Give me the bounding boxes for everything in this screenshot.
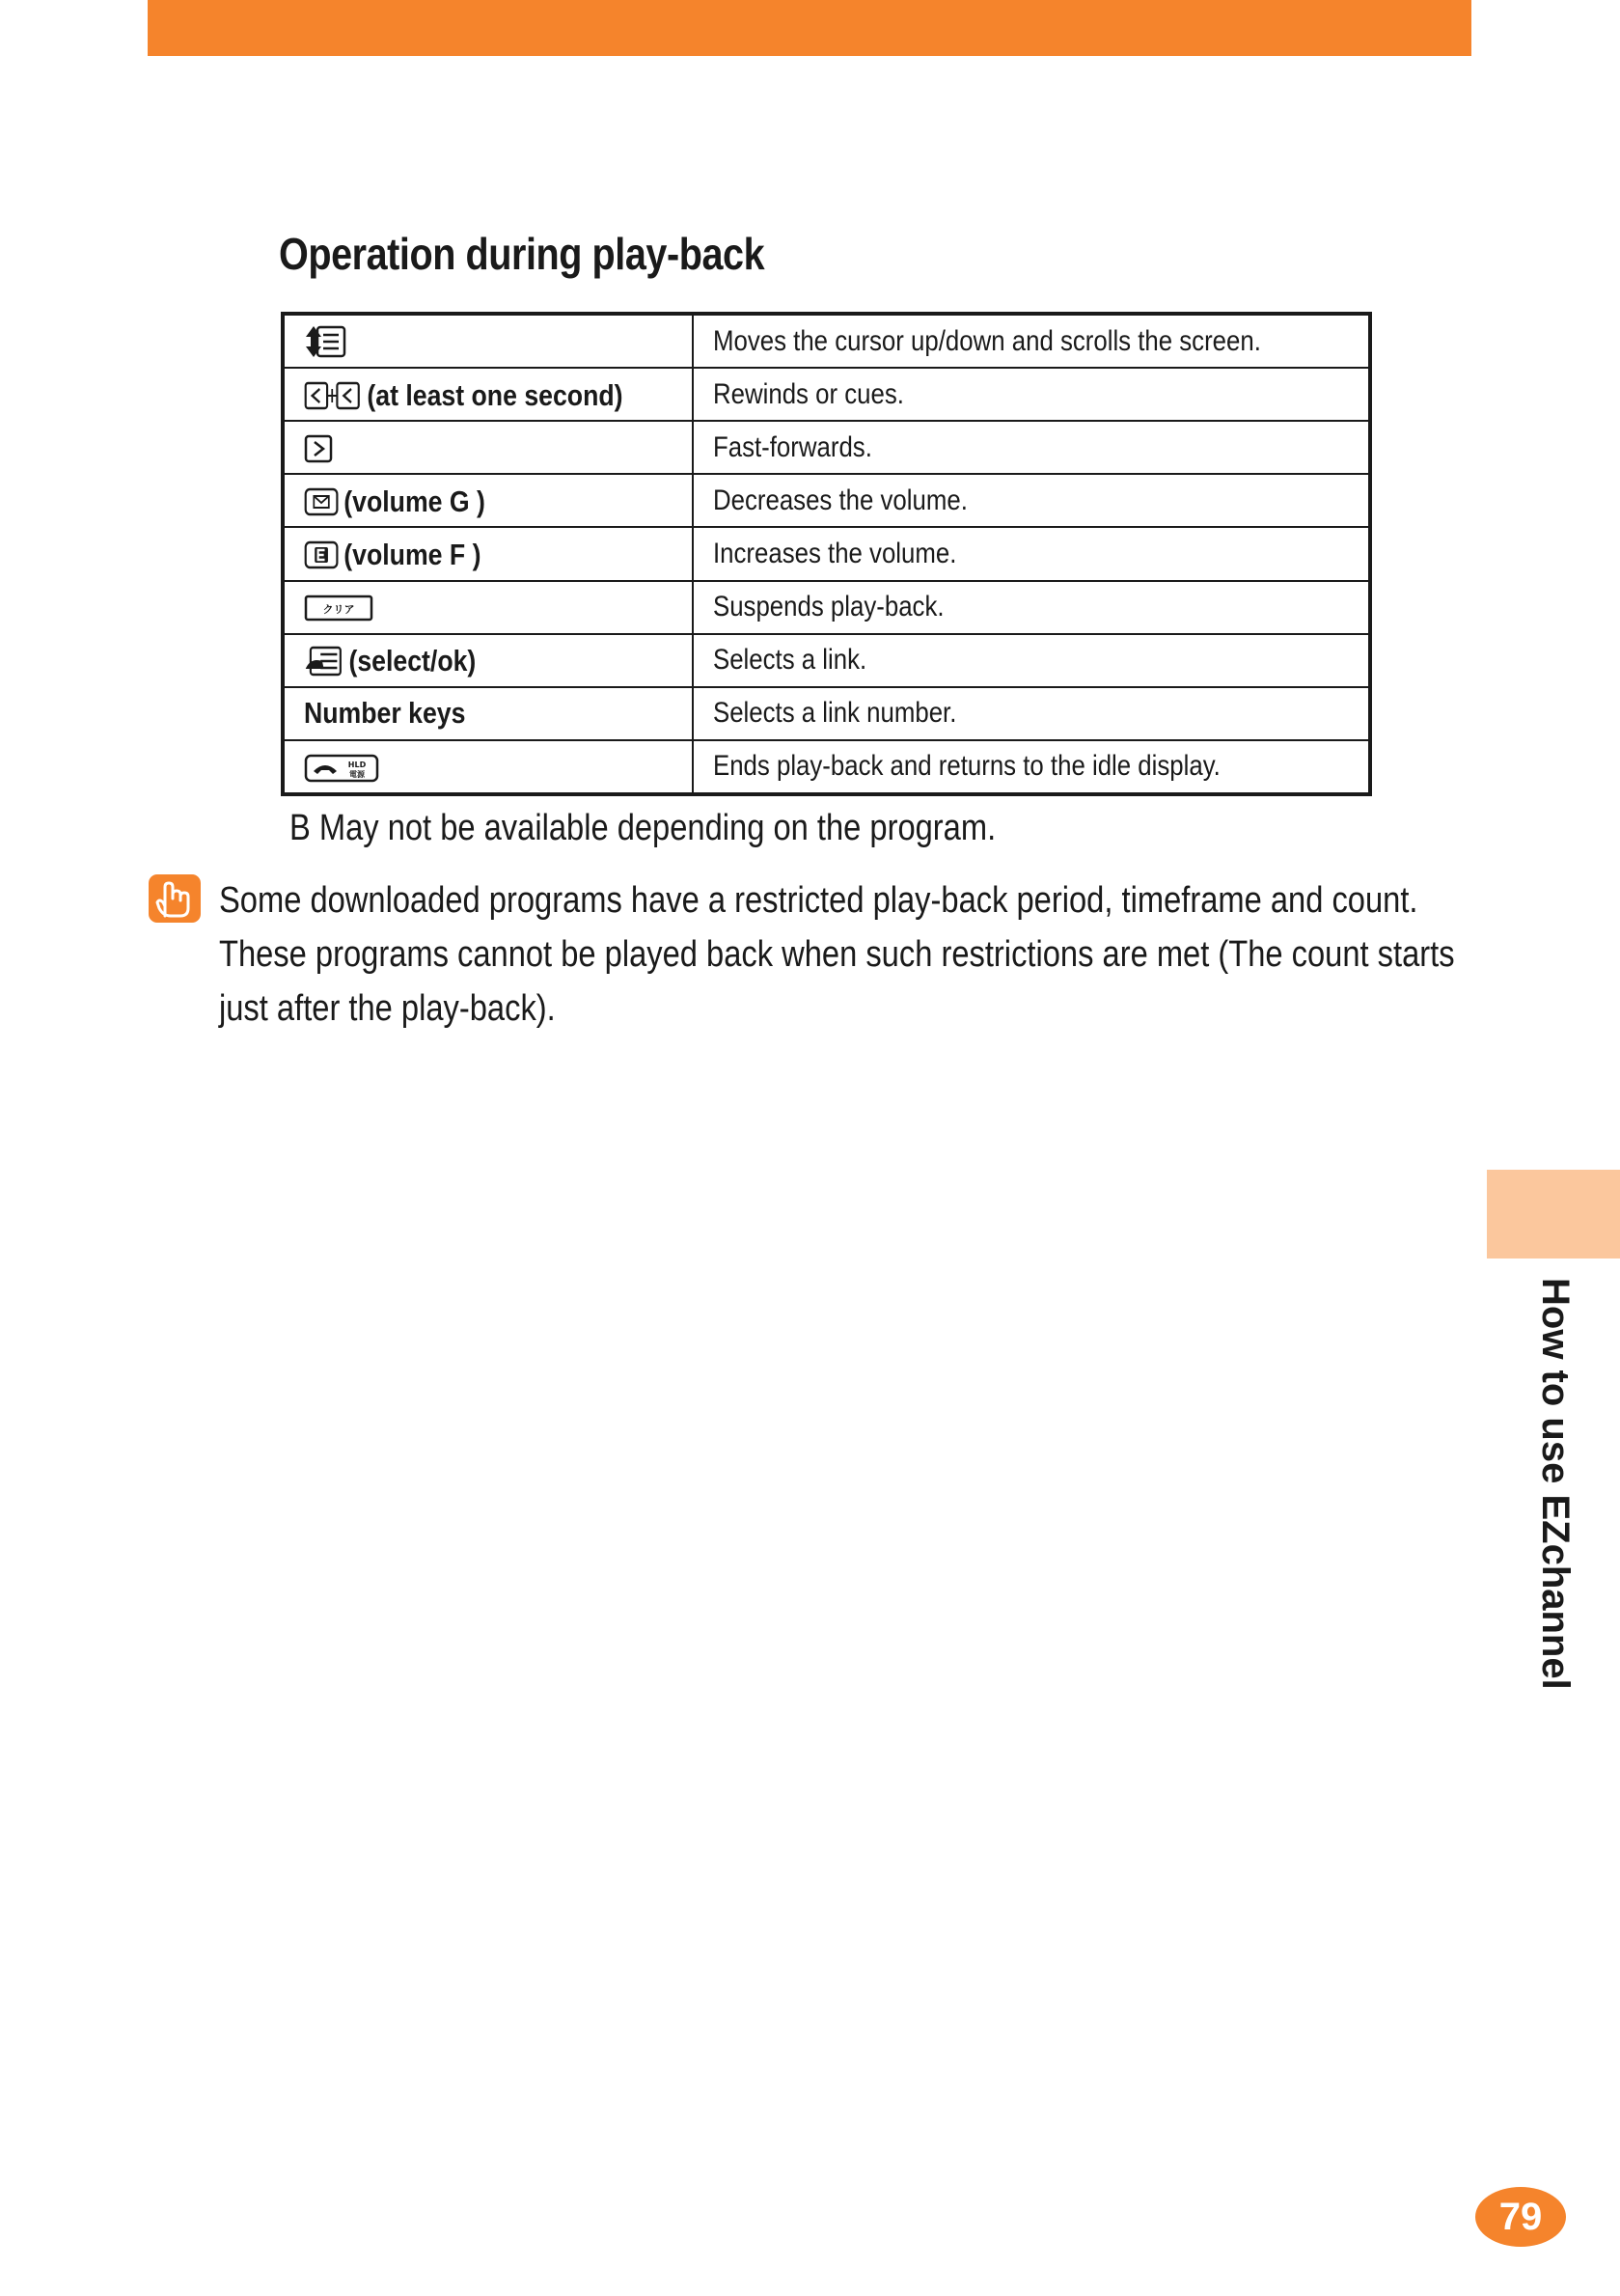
row-key-label: Number keys <box>304 696 466 731</box>
row-key-label: (volume F ) <box>343 537 481 571</box>
description-cell <box>693 314 1369 368</box>
table-row <box>283 527 1370 580</box>
description-cell <box>693 368 1369 421</box>
clear-key-icon <box>304 592 373 624</box>
row-description: Selects a link. <box>713 644 867 677</box>
header-accent-bar <box>148 0 1471 56</box>
table-row <box>283 421 1370 474</box>
description-cell <box>693 527 1369 580</box>
key-cell <box>283 527 693 580</box>
key-cell <box>283 581 693 634</box>
table-row <box>283 314 1370 368</box>
row-key-label: (volume G ) <box>343 484 485 518</box>
row-description: Decreases the volume. <box>713 484 969 516</box>
memo-text: Some downloaded programs have a restricted play-back period, timeframe and count. These programs cannot be played back when such restrictions are met (The count starts just after the play-back). <box>219 880 1455 1029</box>
clear-key-label: クリア <box>322 603 355 617</box>
key-cell <box>283 474 693 527</box>
description-cell <box>693 421 1369 474</box>
row-key-label: (select/ok) <box>348 644 477 678</box>
mail-key-icon <box>304 485 339 518</box>
description-cell <box>693 687 1369 740</box>
table-row <box>283 634 1370 687</box>
key-cell <box>283 687 693 740</box>
row-key-label: (at least one second) <box>367 377 623 412</box>
right-key-icon <box>304 432 333 465</box>
row-description: Increases the volume. <box>713 537 957 569</box>
description-cell <box>693 740 1369 794</box>
end-power-key-icon <box>304 752 379 785</box>
table-row <box>283 687 1370 740</box>
multi-selector-updown-key-icon <box>304 324 348 359</box>
hold-label: HLD <box>347 760 367 769</box>
key-cell <box>283 421 693 474</box>
table-row <box>283 581 1370 634</box>
section-title: Operation during play-back <box>279 229 765 279</box>
operations-table <box>281 312 1372 796</box>
row-description: Ends play-back and returns to the idle display. <box>713 750 1222 783</box>
row-description: Suspends play-back. <box>713 591 945 623</box>
row-description: Moves the cursor up/down and scrolls the screen. <box>713 324 1262 357</box>
table-row <box>283 474 1370 527</box>
page-number: 79 <box>1475 2187 1566 2247</box>
key-cell <box>283 634 693 687</box>
table-row <box>283 368 1370 421</box>
description-cell <box>693 581 1369 634</box>
row-description: Rewinds or cues. <box>713 377 905 410</box>
memo-hand-icon <box>148 873 202 924</box>
left-key-hold-icon <box>304 379 362 412</box>
key-cell <box>283 368 693 421</box>
center-select-key-icon <box>304 644 343 678</box>
chapter-tab <box>1487 1170 1620 1259</box>
key-cell <box>283 740 693 794</box>
chapter-label: How to use EZchannel <box>1534 1278 1577 1690</box>
key-cell <box>283 314 693 368</box>
availability-note: B May not be available depending on the program. <box>289 808 997 848</box>
row-description: Fast-forwards. <box>713 430 873 463</box>
row-description: Selects a link number. <box>713 697 957 730</box>
ez-key-icon <box>304 539 339 571</box>
table-row <box>283 740 1370 794</box>
power-label: 電源 <box>349 769 365 779</box>
description-cell <box>693 634 1369 687</box>
description-cell <box>693 474 1369 527</box>
